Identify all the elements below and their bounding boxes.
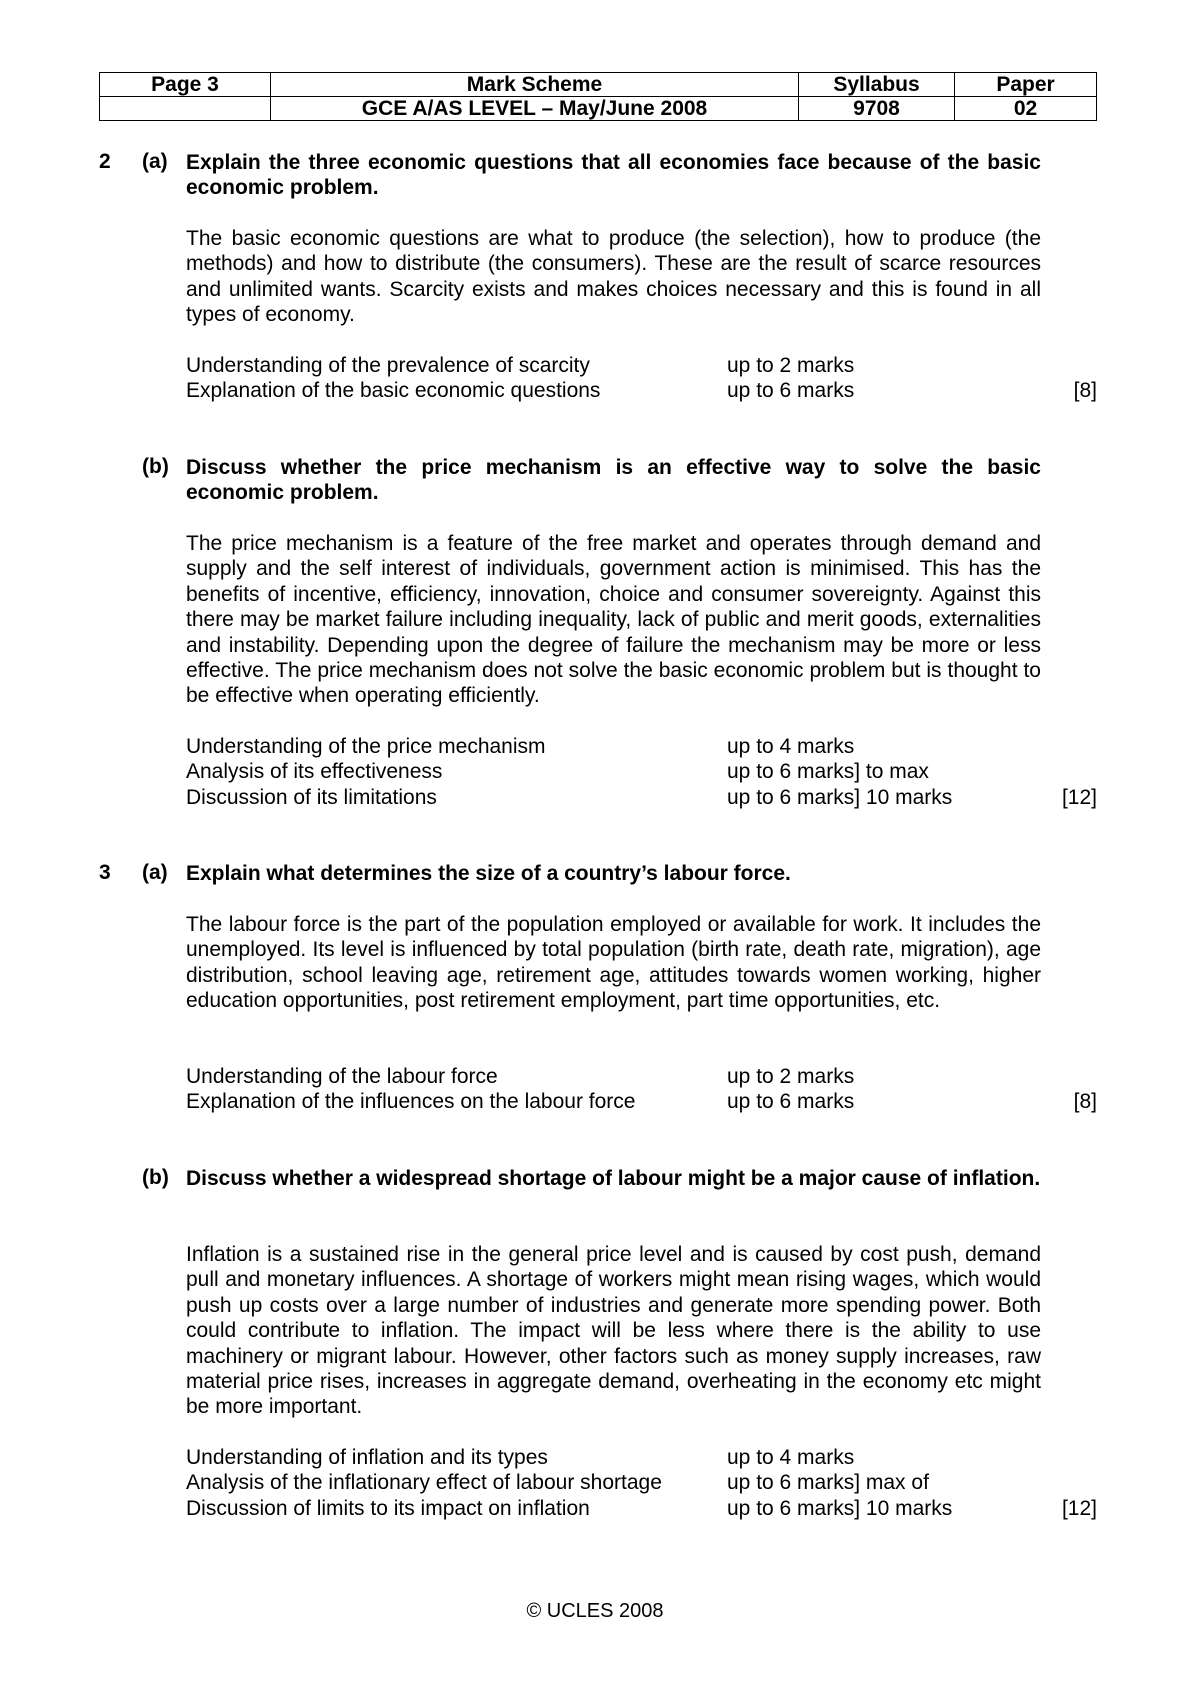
- criteria-row: [186, 1064, 1097, 1089]
- criteria-marks: up to 4 marks: [727, 1446, 855, 1469]
- criteria-total: [12]: [1061, 1496, 1097, 1520]
- q3a-criteria: [186, 1064, 1097, 1115]
- paper-label: Paper: [955, 73, 1097, 97]
- header-row-2: [100, 97, 1097, 121]
- criteria-label: Discussion of its limitations: [186, 785, 437, 809]
- criteria-row: [186, 734, 1097, 759]
- criteria-label: Analysis of the inflationary effect of labour shortage: [186, 1471, 662, 1495]
- criteria-marks: up to 2 marks: [727, 354, 855, 377]
- q2a-answer: The basic economic questions are what to produce (the selection), how to produce (the methods) and how to distribute (the consumers). These are the result of scarce resources and unlimited wants. Scarcity exists and makes choices necessary and this is found in all types of economy.: [186, 227, 1041, 327]
- criteria-marks: up to 6 marks] to max: [727, 760, 929, 784]
- q2b-part: (b): [142, 455, 169, 478]
- criteria-marks: up to 6 marks: [727, 1090, 855, 1114]
- criteria-total: [12]: [1061, 785, 1097, 809]
- criteria-marks: up to 6 marks: [727, 379, 855, 403]
- q2b-title: Discuss whether the price mechanism is an effective way to solve the basic economic problem.: [186, 456, 1041, 505]
- exam-subtitle: GCE A/AS LEVEL – May/June 2008: [271, 97, 799, 121]
- paper-number: 02: [955, 97, 1097, 121]
- q3a-title: Explain what determines the size of a country’s labour force.: [186, 862, 791, 885]
- q2b-criteria: [186, 734, 1097, 810]
- header-blank-cell: [100, 97, 271, 121]
- q3b-criteria: [186, 1445, 1097, 1521]
- criteria-row: [186, 353, 1097, 378]
- criteria-marks: up to 4 marks: [727, 735, 855, 758]
- page-label: Page 3: [100, 73, 271, 97]
- doc-title: Mark Scheme: [271, 73, 799, 97]
- criteria-marks: up to 2 marks: [727, 1065, 855, 1088]
- criteria-label: Explanation of the basic economic questions: [186, 379, 601, 403]
- criteria-label: Discussion of limits to its impact on inflation: [186, 1496, 590, 1520]
- q2b-answer: The price mechanism is a feature of the free market and operates through demand and supply and the self interest of individuals, government action is minimised. This has the benefits of incentive, efficiency, innovation, choice and consumer sovereignty. Against this there may be market failure including inequality, lack of public and merit goods, externalities and instability. Depending upon the degree of failure the mechanism may be more or less effective. The price mechanism does not solve the basic economic problem but is thought to be effective when operating efficiently.: [186, 532, 1041, 708]
- criteria-label: Explanation of the influences on the labour force: [186, 1090, 636, 1114]
- criteria-row: [186, 1496, 1097, 1521]
- criteria-row: [186, 785, 1097, 810]
- q3a-part: (a): [142, 861, 168, 884]
- q3b-answer: Inflation is a sustained rise in the general price level and is caused by cost push, demand pull and monetary influences. A shortage of workers might mean rising wages, which would push up costs over a large number of industries and generate more spending power. Both could contribute to inflation. The impact will be less where there is the ability to use machinery or migrant labour. However, other factors such as money supply increases, raw material price rises, increases in aggregate demand, overheating in the economy etc might be more important.: [186, 1243, 1041, 1419]
- criteria-label: Understanding of the labour force: [186, 1065, 498, 1088]
- criteria-row: [186, 759, 1097, 784]
- criteria-row: [186, 378, 1097, 403]
- copyright-footer: © UCLES 2008: [526, 1600, 664, 1622]
- q3a-answer: The labour force is the part of the population employed or available for work. It includes the unemployed. Its level is influenced by total population (birth rate, death rate, migration), age distribution, school leaving age, retirement age, attitudes towards women working, higher education opportunities, post retirement employment, part time opportunities, etc.: [186, 913, 1041, 1013]
- criteria-label: Understanding of the price mechanism: [186, 735, 546, 758]
- criteria-marks: up to 6 marks] 10 marks: [727, 785, 953, 809]
- criteria-label: Understanding of inflation and its types: [186, 1446, 548, 1469]
- criteria-label: Understanding of the prevalence of scarcity: [186, 354, 590, 377]
- header-table: [99, 72, 1097, 121]
- criteria-row: [186, 1089, 1097, 1114]
- header-row-1: [100, 73, 1097, 97]
- syllabus-label: Syllabus: [799, 73, 955, 97]
- criteria-row: [186, 1445, 1097, 1470]
- q2a-title: Explain the three economic questions that all economies face because of the basic economic problem.: [186, 151, 1041, 200]
- syllabus-code: 9708: [799, 97, 955, 121]
- criteria-marks: up to 6 marks] max of: [727, 1471, 929, 1495]
- q3b-part: (b): [142, 1166, 169, 1189]
- question-number-2: 2: [99, 150, 111, 173]
- criteria-label: Analysis of its effectiveness: [186, 760, 443, 784]
- criteria-total: [8]: [1073, 379, 1097, 403]
- criteria-row: [186, 1470, 1097, 1495]
- q2a-criteria: [186, 353, 1097, 404]
- q2a-part: (a): [142, 150, 168, 173]
- question-number-3: 3: [99, 861, 111, 884]
- criteria-marks: up to 6 marks] 10 marks: [727, 1496, 953, 1520]
- criteria-total: [8]: [1073, 1090, 1097, 1114]
- q3b-title: Discuss whether a widespread shortage of labour might be a major cause of inflation.: [186, 1167, 1041, 1190]
